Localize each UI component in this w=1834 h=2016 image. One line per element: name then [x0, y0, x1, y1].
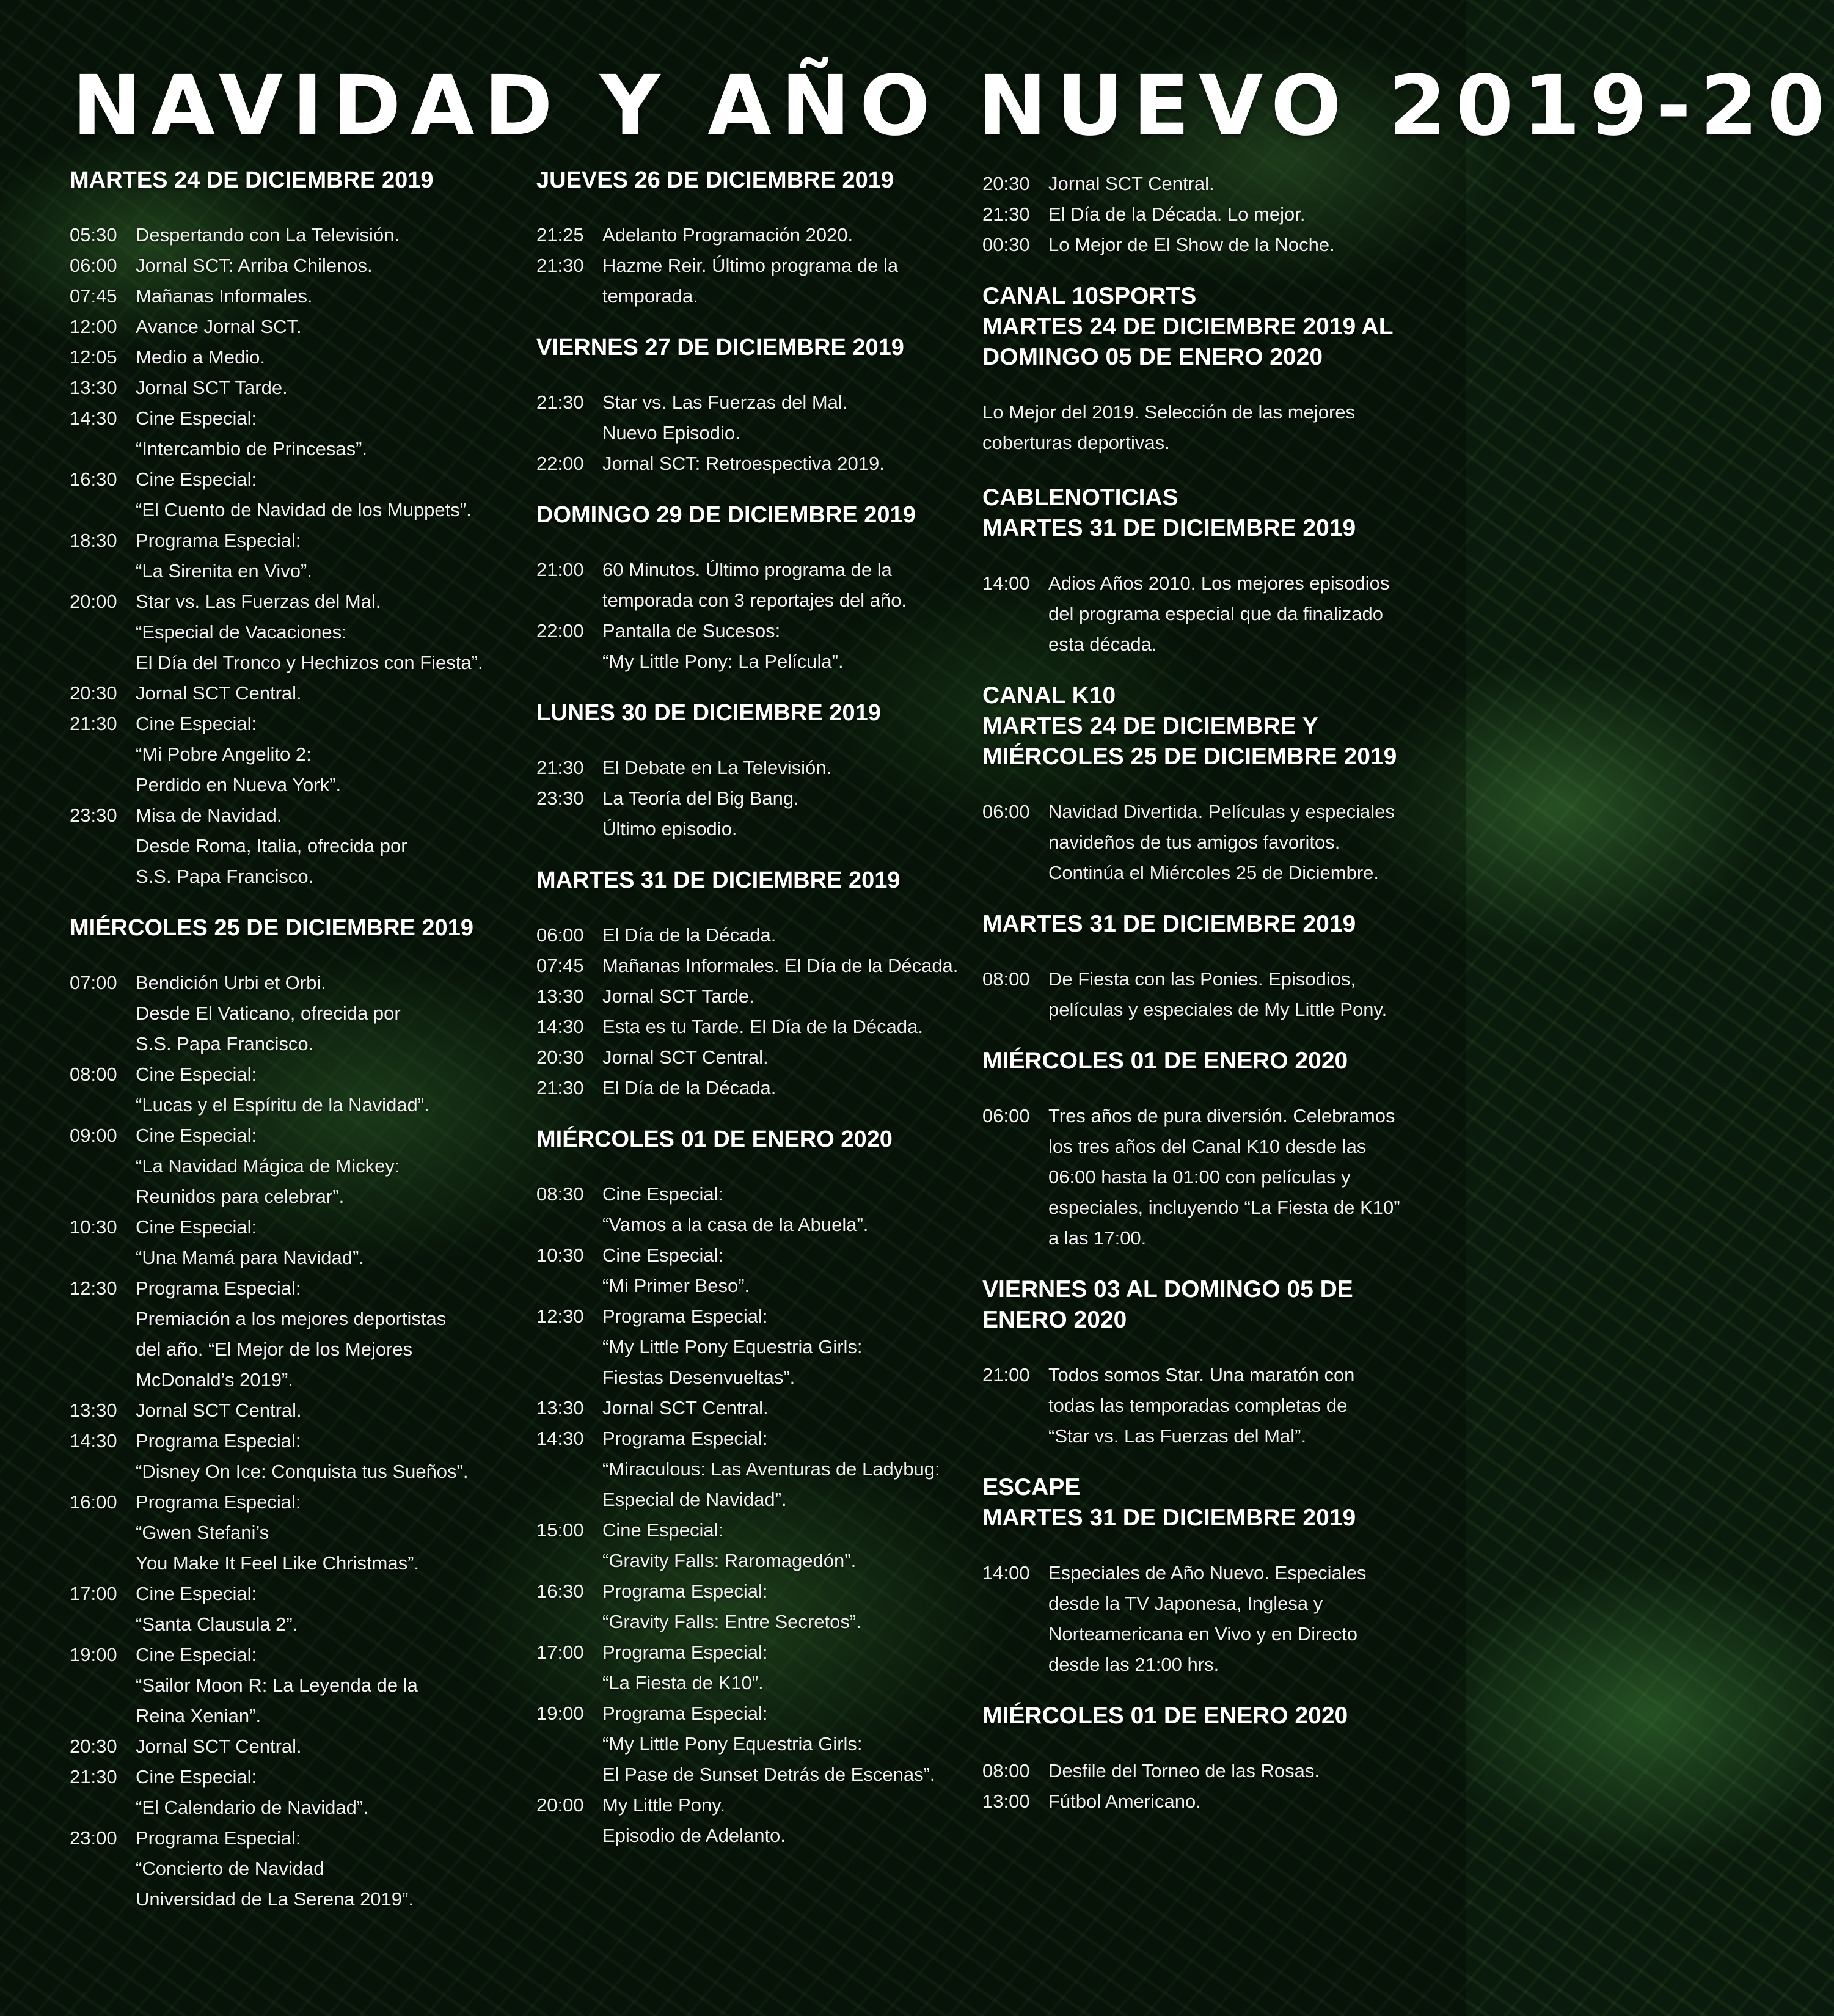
entry-time: 08:00 — [982, 1760, 1030, 1781]
schedule-entry — [70, 1487, 510, 1579]
entry-program: De Fiesta con las Ponies. Episodios, películas y especiales de My Little Pony. — [1048, 968, 1387, 1020]
entry-time: 08:00 — [70, 1064, 117, 1085]
schedule-entry — [536, 1073, 976, 1103]
entry-program: Fútbol Americano. — [1048, 1791, 1201, 1812]
schedule-section — [536, 165, 976, 312]
entry-program: Star vs. Las Fuerzas del Mal. Nuevo Episodio. — [602, 392, 848, 444]
entry-program: Cine Especial: “El Calendario de Navidad”. — [136, 1766, 368, 1818]
schedule-entry — [536, 1637, 976, 1698]
schedule-entry — [982, 797, 1410, 888]
schedule-entry — [536, 1301, 976, 1393]
section-heading: MIÉRCOLES 01 DE ENERO 2020 — [982, 1048, 1348, 1074]
entry-program: Programa Especial: “Disney On Ice: Conquista tus Sueños”. — [136, 1430, 469, 1482]
entry-time: 23:00 — [70, 1827, 117, 1849]
schedule-section — [982, 1274, 1410, 1452]
entry-program: Lo Mejor de El Show de la Noche. — [1048, 234, 1335, 255]
entry-program: El Día de la Década. — [602, 1077, 776, 1098]
schedule-section — [982, 169, 1410, 260]
entry-program: Bendición Urbi et Orbi. Desde El Vaticano, ofrecida por S.S. Papa Francisco. — [136, 972, 401, 1054]
schedule-entry — [536, 250, 976, 312]
section-heading: CANAL 10SPORTS MARTES 24 DE DICIEMBRE 2019 AL DOMINGO 05 DE ENERO 2020 — [982, 283, 1394, 370]
entry-program: Cine Especial: “Intercambio de Princesas”. — [136, 407, 368, 459]
schedule-section — [982, 1472, 1410, 1680]
schedule-entry — [536, 920, 976, 951]
schedule-entry — [982, 568, 1410, 660]
schedule-entry — [70, 281, 510, 312]
entry-program: Mañanas Informales. El Día de la Década. — [602, 955, 959, 976]
entry-time: 16:30 — [536, 1580, 584, 1602]
schedule-entry — [70, 968, 510, 1059]
schedule-entry — [70, 1579, 510, 1640]
entry-program: Hazme Reir. Último programa de la temporada. — [602, 255, 899, 307]
entry-program: Avance Jornal SCT. — [136, 316, 302, 337]
schedule-entry — [70, 1120, 510, 1212]
schedule-entry — [536, 616, 976, 677]
schedule-entry — [536, 1179, 976, 1240]
entry-time: 09:00 — [70, 1125, 117, 1146]
entry-time: 14:30 — [70, 1430, 117, 1452]
entry-time: 17:00 — [536, 1642, 584, 1663]
entry-time: 16:00 — [70, 1491, 117, 1513]
entry-program: Navidad Divertida. Películas y especiales navideños de tus amigos favoritos. Continúa el Miércoles 25 de Diciembre. — [1048, 801, 1395, 883]
entry-program: Jornal SCT Central. — [136, 682, 302, 704]
schedule-entry — [982, 1786, 1410, 1817]
schedule-entry — [70, 678, 510, 709]
entry-time: 08:00 — [982, 968, 1030, 990]
schedule-entry — [536, 981, 976, 1012]
entry-time: 14:30 — [536, 1428, 584, 1449]
entry-time: 16:30 — [70, 469, 117, 490]
entry-program: Adelanto Programación 2020. — [602, 224, 853, 246]
schedule-entry — [70, 373, 510, 403]
section-heading: VIERNES 03 AL DOMINGO 05 DE ENERO 2020 — [982, 1276, 1353, 1333]
schedule-entry — [70, 586, 510, 678]
entry-time: 10:30 — [536, 1244, 584, 1266]
entry-time: 12:05 — [70, 346, 117, 368]
entry-time: 20:30 — [70, 682, 117, 704]
entry-program: Cine Especial: “Sailor Moon R: La Leyenda de la Reina Xenian”. — [136, 1644, 418, 1726]
schedule-entry — [536, 1790, 976, 1851]
schedule-entry — [70, 1823, 510, 1915]
schedule-entry — [70, 800, 510, 892]
schedule-entry — [982, 1101, 1410, 1254]
entry-time: 21:30 — [70, 713, 117, 734]
entry-program: La Teoría del Big Bang. Último episodio. — [602, 787, 799, 839]
entry-program: El Debate en La Televisión. — [602, 757, 832, 778]
entry-program: Cine Especial: “Santa Clausula 2”. — [136, 1583, 298, 1635]
entry-program: Programa Especial: “Gwen Stefani’s You Make It Feel Like Christmas”. — [136, 1491, 420, 1574]
entry-program: Adios Años 2010. Los mejores episodios del programa especial que da finalizado esta década. — [1048, 572, 1390, 655]
entry-program: Jornal SCT Central. — [1048, 173, 1215, 194]
entry-time: 19:00 — [536, 1703, 584, 1724]
entry-program: Cine Especial: “Lucas y el Espíritu de la Navidad”. — [136, 1064, 429, 1116]
schedule-entry — [70, 525, 510, 586]
section-heading: MIÉRCOLES 01 DE ENERO 2020 — [536, 1127, 893, 1152]
schedule-entry — [70, 1731, 510, 1762]
section-heading: MARTES 31 DE DICIEMBRE 2019 — [536, 867, 901, 893]
entry-time: 13:30 — [70, 377, 117, 398]
entry-program: Pantalla de Sucesos: “My Little Pony: La Película”. — [602, 620, 844, 672]
entry-time: 07:45 — [536, 955, 584, 976]
entry-time: 21:30 — [536, 255, 584, 276]
schedule-column-3 — [982, 169, 1410, 1838]
entry-program: El Día de la Década. Lo mejor. — [1048, 203, 1306, 225]
entry-time: 20:00 — [70, 591, 117, 612]
schedule-entry — [982, 1360, 1410, 1452]
schedule-entry — [536, 1576, 976, 1637]
entry-time: 07:00 — [70, 972, 117, 993]
entry-time: 07:45 — [70, 285, 117, 307]
schedule-entry — [982, 230, 1410, 260]
entry-program: Jornal SCT Central. — [602, 1046, 769, 1068]
schedule-section — [982, 1046, 1410, 1254]
entry-time: 18:30 — [70, 530, 117, 551]
entry-program: Cine Especial: “Gravity Falls: Raromagedón”. — [602, 1519, 857, 1571]
schedule-entry — [70, 312, 510, 342]
schedule-entry — [982, 199, 1410, 230]
section-heading: MIÉRCOLES 25 DE DICIEMBRE 2019 — [70, 915, 473, 941]
schedule-entry — [536, 448, 976, 479]
schedule-section — [982, 1701, 1410, 1817]
schedule-entry — [982, 169, 1410, 199]
entry-time: 06:00 — [982, 1105, 1030, 1127]
entry-program: Despertando con La Televisión. — [136, 224, 400, 246]
schedule-section — [536, 500, 976, 677]
entry-program: Jornal SCT Central. — [136, 1736, 302, 1757]
entry-program: Jornal SCT Central. — [136, 1400, 302, 1421]
entry-time: 21:30 — [536, 757, 584, 778]
entry-time: 14:00 — [982, 1562, 1030, 1583]
entry-time: 20:30 — [982, 173, 1030, 194]
entry-time: 19:00 — [70, 1644, 117, 1665]
entry-program: Jornal SCT: Arriba Chilenos. — [136, 255, 373, 276]
schedule-entry — [982, 1756, 1410, 1786]
page-title: NAVIDAD Y AÑO NUEVO 2019-20 — [72, 58, 1834, 155]
entry-program: 60 Minutos. Último programa de la temporada con 3 reportajes del año. — [602, 559, 907, 611]
section-heading: JUEVES 26 DE DICIEMBRE 2019 — [536, 167, 894, 193]
schedule-entry — [536, 1240, 976, 1301]
entry-program: Jornal SCT: Retroespectiva 2019. — [602, 453, 885, 474]
schedule-entry — [536, 753, 976, 783]
entry-time: 12:30 — [536, 1306, 584, 1327]
schedule-section — [536, 332, 976, 479]
entry-time: 06:00 — [982, 801, 1030, 822]
schedule-entry — [536, 1042, 976, 1073]
entry-time: 21:30 — [982, 203, 1030, 225]
schedule-entry — [70, 1212, 510, 1273]
schedule-section — [982, 909, 1410, 1025]
schedule-entry — [70, 1762, 510, 1823]
entry-time: 12:30 — [70, 1277, 117, 1299]
entry-program: Cine Especial: “Vamos a la casa de la Abuela”. — [602, 1183, 869, 1235]
schedule-entry — [70, 709, 510, 800]
schedule-entry — [70, 342, 510, 373]
section-heading: MARTES 24 DE DICIEMBRE 2019 — [70, 167, 434, 193]
schedule-section — [536, 698, 976, 844]
schedule-entry — [70, 403, 510, 464]
entry-program: Programa Especial: “Miraculous: Las Aventuras de Ladybug: Especial de Navidad”. — [602, 1428, 940, 1510]
entry-time: 13:30 — [536, 985, 584, 1007]
entry-program: Medio a Medio. — [136, 346, 265, 368]
entry-time: 13:30 — [70, 1400, 117, 1421]
entry-time: 06:00 — [536, 924, 584, 946]
entry-program: Todos somos Star. Una maratón con todas las temporadas completas de “Star vs. Las Fuerzas del Mal”. — [1048, 1364, 1355, 1447]
schedule-entry — [982, 964, 1410, 1025]
schedule-section — [70, 913, 510, 1915]
entry-program: Star vs. Las Fuerzas del Mal. “Especial de Vacaciones: El Día del Tronco y Hechizos con Fiesta”. — [136, 591, 483, 673]
entry-time: 00:30 — [982, 234, 1030, 255]
entry-time: 13:30 — [536, 1397, 584, 1419]
entry-time: 10:30 — [70, 1216, 117, 1238]
entry-program: Mañanas Informales. — [136, 285, 313, 307]
entry-time: 14:00 — [982, 572, 1030, 594]
schedule-entry — [536, 220, 976, 250]
entry-program: Programa Especial: “La Sirenita en Vivo”. — [136, 530, 312, 582]
section-description: Lo Mejor del 2019. Selección de las mejores coberturas deportivas. — [982, 401, 1356, 453]
entry-time: 06:00 — [70, 255, 117, 276]
schedule-column-2 — [536, 165, 976, 1872]
schedule-entry — [536, 387, 976, 448]
schedule-entry — [536, 1423, 976, 1515]
section-heading: LUNES 30 DE DICIEMBRE 2019 — [536, 700, 881, 726]
section-heading: DOMINGO 29 DE DICIEMBRE 2019 — [536, 502, 916, 528]
entry-time: 14:30 — [70, 407, 117, 429]
schedule-section — [982, 681, 1410, 888]
schedule-entry — [70, 1059, 510, 1120]
schedule-entry — [70, 220, 510, 250]
entry-program: El Día de la Década. — [602, 924, 776, 946]
entry-time: 21:00 — [536, 559, 584, 580]
entry-program: Especiales de Año Nuevo. Especiales desde la TV Japonesa, Inglesa y Norteamericana en Vivo y en Directo desde las 21:00 hrs. — [1048, 1562, 1367, 1675]
entry-program: Cine Especial: “La Navidad Mágica de Mickey: Reunidos para celebrar”. — [136, 1125, 400, 1207]
section-heading: ESCAPE MARTES 31 DE DICIEMBRE 2019 — [982, 1474, 1356, 1531]
entry-time: 20:00 — [536, 1794, 584, 1816]
schedule-entry — [70, 1395, 510, 1426]
schedule-entry — [70, 250, 510, 281]
entry-time: 12:00 — [70, 316, 117, 337]
entry-time: 22:00 — [536, 453, 584, 474]
section-heading: MARTES 31 DE DICIEMBRE 2019 — [982, 911, 1356, 937]
schedule-entry — [982, 1558, 1410, 1680]
entry-time: 21:00 — [982, 1364, 1030, 1386]
schedule-entry — [536, 1698, 976, 1790]
entry-time: 23:30 — [70, 805, 117, 826]
entry-time: 21:30 — [70, 1766, 117, 1788]
section-heading: MIÉRCOLES 01 DE ENERO 2020 — [982, 1703, 1348, 1729]
entry-program: Programa Especial: “Concierto de Navidad Universidad de La Serena 2019”. — [136, 1827, 414, 1910]
entry-time: 22:00 — [536, 620, 584, 641]
entry-time: 05:30 — [70, 224, 117, 246]
schedule-entry — [536, 555, 976, 616]
entry-program: Misa de Navidad. Desde Roma, Italia, ofrecida por S.S. Papa Francisco. — [136, 805, 407, 887]
entry-time: 15:00 — [536, 1519, 584, 1541]
schedule-section — [982, 281, 1410, 458]
schedule-column-1 — [70, 165, 510, 1935]
entry-program: Programa Especial: “My Little Pony Equestria Girls: El Pase de Sunset Detrás de Escenas”. — [602, 1703, 935, 1785]
entry-time: 21:30 — [536, 392, 584, 413]
entry-time: 13:00 — [982, 1791, 1030, 1812]
entry-time: 20:30 — [70, 1736, 117, 1757]
entry-program: Cine Especial: “Mi Pobre Angelito 2: Perdido en Nueva York”. — [136, 713, 342, 795]
schedule-entry — [70, 464, 510, 525]
entry-time: 08:30 — [536, 1183, 584, 1205]
entry-program: Jornal SCT Tarde. — [136, 377, 288, 398]
entry-program: Programa Especial: “Gravity Falls: Entre Secretos”. — [602, 1580, 861, 1632]
entry-program: Programa Especial: “La Fiesta de K10”. — [602, 1642, 768, 1693]
schedule-entry — [70, 1426, 510, 1487]
entry-program: Cine Especial: “Mi Primer Beso”. — [602, 1244, 750, 1296]
entry-program: Cine Especial: “Una Mamá para Navidad”. — [136, 1216, 364, 1268]
entry-program: Esta es tu Tarde. El Día de la Década. — [602, 1016, 924, 1037]
section-heading: CABLENOTICIAS MARTES 31 DE DICIEMBRE 2019 — [982, 484, 1356, 541]
entry-program: Jornal SCT Tarde. — [602, 985, 754, 1007]
entry-time: 20:30 — [536, 1046, 584, 1068]
section-heading: CANAL K10 MARTES 24 DE DICIEMBRE Y MIÉRCOLES 25 DE DICIEMBRE 2019 — [982, 682, 1397, 770]
entry-program: Tres años de pura diversión. Celebramos los tres años del Canal K10 desde las 06:00 hasta la 01:00 con películas y especiales, incluyendo “La Fiesta de K10” a las 17:00. — [1048, 1105, 1400, 1249]
entry-time: 14:30 — [536, 1016, 584, 1037]
schedule-section — [982, 483, 1410, 660]
entry-program: Programa Especial: Premiación a los mejores deportistas del año. “El Mejor de los Mejores McDonald’s 2019”. — [136, 1277, 447, 1390]
entry-program: Programa Especial: “My Little Pony Equestria Girls: Fiestas Desenvueltas”. — [602, 1306, 863, 1388]
schedule-entry — [536, 783, 976, 844]
schedule-section — [70, 165, 510, 892]
schedule-entry — [536, 1393, 976, 1423]
schedule-entry — [536, 951, 976, 981]
entry-time: 21:30 — [536, 1077, 584, 1098]
entry-program: Cine Especial: “El Cuento de Navidad de los Muppets”. — [136, 469, 472, 520]
schedule-section — [536, 1124, 976, 1851]
schedule-entry — [70, 1273, 510, 1395]
schedule-entry — [536, 1515, 976, 1576]
entry-program: Jornal SCT Central. — [602, 1397, 769, 1419]
schedule-entry — [70, 1640, 510, 1731]
schedule-entry — [536, 1012, 976, 1042]
entry-time: 21:25 — [536, 224, 584, 246]
entry-program: My Little Pony. Episodio de Adelanto. — [602, 1794, 786, 1846]
entry-time: 23:30 — [536, 787, 584, 809]
schedule-section — [536, 865, 976, 1103]
entry-time: 17:00 — [70, 1583, 117, 1604]
entry-program: Desfile del Torneo de las Rosas. — [1048, 1760, 1320, 1781]
section-heading: VIERNES 27 DE DICIEMBRE 2019 — [536, 335, 904, 360]
